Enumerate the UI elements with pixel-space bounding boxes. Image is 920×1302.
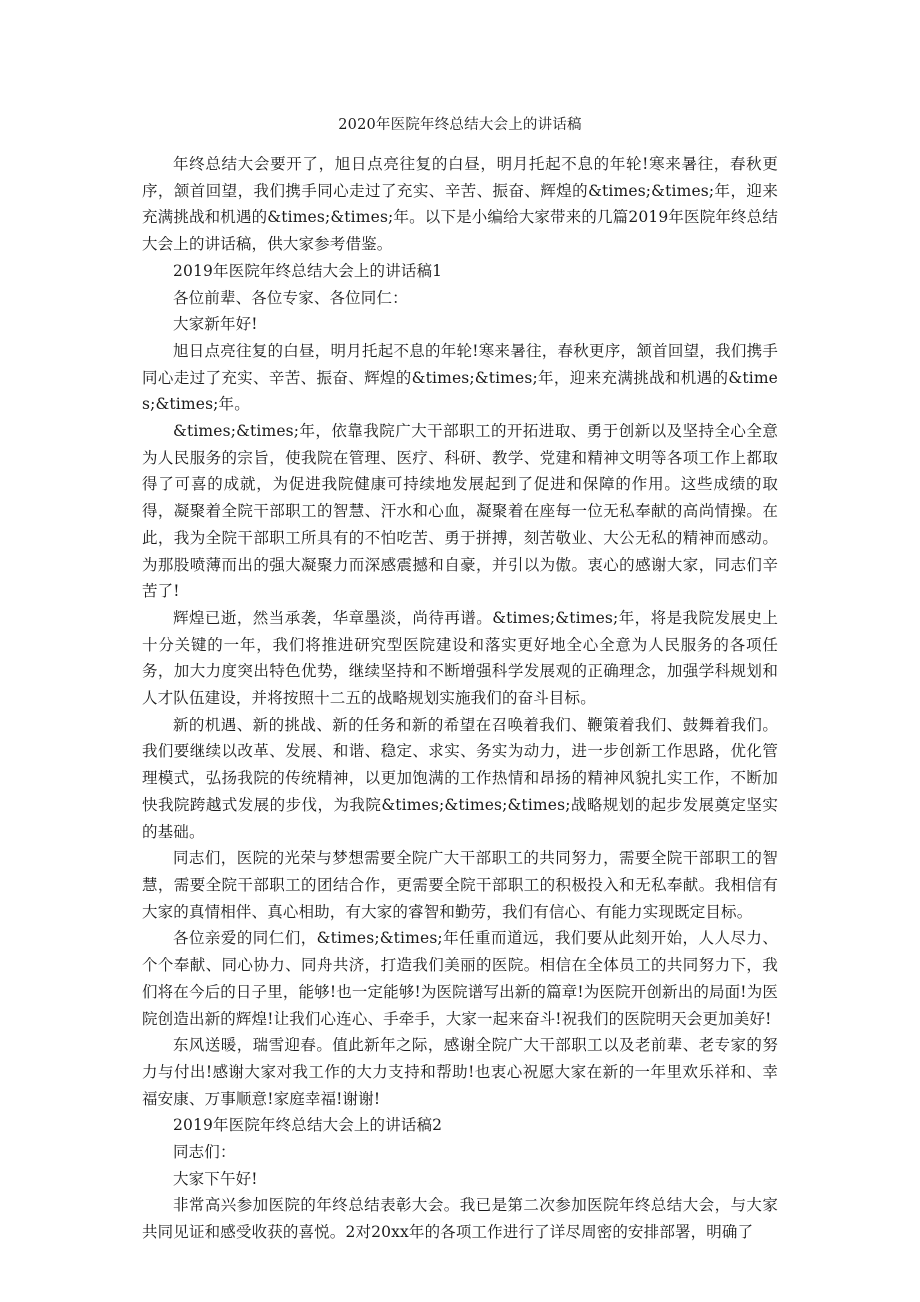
speech-1-salutation: 各位前辈、各位专家、各位同仁： — [173, 288, 408, 307]
speech-1-paragraph: 同志们，医院的光荣与梦想需要全院广大干部职工的共同努力，需要全院干部职工的智慧，需要全院干部职工的团结合作，更需要全院干部职工的积极投入和无私奉献。我相信有大家的真情相伴、真心相助，有大家的睿智和勤劳，我们有信心、有能力实现既定目标。 — [142, 849, 778, 921]
speech-2-paragraph: 非常高兴参加医院的年终总结表彰大会。我已是第二次参加医院年终总结大会，与大家共同见证和感受收获的喜悦。2对20xx年的各项工作进行了详尽周密的安排部署，明确了 — [142, 1196, 778, 1242]
document-page — [142, 112, 778, 1246]
speech-1-greeting: 大家新年好! — [173, 315, 258, 334]
speech-1-paragraph: 新的机遇、新的挑战、新的任务和新的希望在召唤着我们、鞭策着我们、鼓舞着我们。我们要继续以改革、发展、和谐、稳定、求实、务实为动力，进一步创新工作思路，优化管理模式，弘扬我院的传统精神，以更加饱满的工作热情和昂扬的精神风貌扎实工作，不断加快我院跨越式发展的步伐，为我院&times;&times;&times;战略规划的起步发展奠定坚实的基础。 — [142, 715, 778, 841]
document-title: 2020年医院年终总结大会上的讲话稿 — [338, 117, 582, 133]
speech-1-closing: 东风送暖，瑞雪迎春。值此新年之际，感谢全院广大干部职工以及老前辈、老专家的努力与付出!感谢大家对我工作的大力支持和帮助!也衷心祝愿大家在新的一年里欢乐祥和、幸福安康、万事顺意!家庭幸福!谢谢! — [142, 1036, 778, 1108]
speech-2-heading: 2019年医院年终总结大会上的讲话稿2 — [173, 1116, 443, 1135]
speech-1-heading: 2019年医院年终总结大会上的讲话稿1 — [173, 261, 443, 280]
speech-2-salutation: 同志们： — [173, 1143, 236, 1162]
speech-1-paragraph: 旭日点亮往复的白昼，明月托起不息的年轮!寒来暑往，春秋更序，颔首回望，我们携手同心走过了充实、辛苦、振奋、辉煌的&times;&times;年，迎来充满挑战和机遇的&times;&times;年。 — [142, 341, 778, 414]
speech-1-paragraph: 辉煌已逝，然当承袭，华章墨淡，尚待再谱。&times;&times;年，将是我院发展史上十分关键的一年，我们将推进研究型医院建设和落实更好地全心全意为人民服务的各项任务，加大力度突出特色优势，继续坚持和不断增强科学发展观的正确理念，加强学科规划和人才队伍建设，并将按照十二五的战略规划实施我们的奋斗目标。 — [142, 608, 778, 708]
speech-2-greeting: 大家下午好! — [173, 1169, 258, 1188]
intro-paragraph: 年终总结大会要开了，旭日点亮往复的白昼，明月托起不息的年轮!寒来暑往，春秋更序，颔首回望，我们携手同心走过了充实、辛苦、振奋、辉煌的&times;&times;年，迎来充满挑战和机遇的&times;&times;年。以下是小编给大家带来的几篇2019年医院年终总结大会上的讲话稿，供大家参考借鉴。 — [142, 155, 778, 254]
speech-1-paragraph: &times;&times;年，依靠我院广大干部职工的开拓进取、勇于创新以及坚持全心全意为人民服务的宗旨，使我院在管理、医疗、科研、教学、党建和精神文明等各项工作上都取得了可喜的成就，为促进我院健康可持续地发展起到了促进和保障的作用。这些成绩的取得，凝聚着全院干部职工的智慧、汗水和心血，凝聚着在座每一位无私奉献的高尚情操。在此，我为全院干部职工所具有的不怕吃苦、勇于拼搏，刻苦敬业、大公无私的精神而感动。为那股喷薄而出的强大凝聚力而深感震撼和自豪，并引以为傲。衷心的感谢大家，同志们辛苦了! — [142, 422, 778, 601]
speech-1-paragraph: 各位亲爱的同仁们，&times;&times;年任重而道远，我们要从此刻开始，人人尽力、个个奉献、同心协力、同舟共济，打造我们美丽的医院。相信在全体员工的共同努力下，我们将在今后的日子里，能够!也一定能够!为医院谱写出新的篇章!为医院开创新出的局面!为医院创造出新的辉煌!让我们心连心、手牵手，大家一起来奋斗!祝我们的医院明天会更加美好! — [142, 929, 778, 1028]
